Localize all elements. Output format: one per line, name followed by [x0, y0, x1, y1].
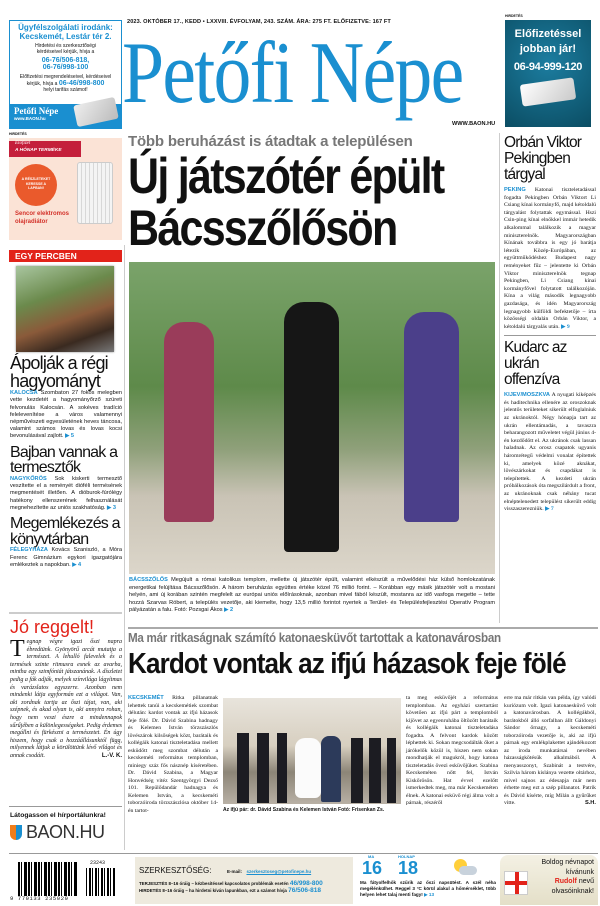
newspaper-icon	[520, 77, 577, 106]
news-item[interactable]	[504, 135, 596, 331]
author: L.-V. K.	[101, 752, 122, 759]
shield-icon	[10, 825, 22, 840]
caption-text: Megújult a római katolikus templom, mellette új játszótér épült, valamint elkészült a művelődési ház külső homlokzatának energetikai felújítása Bácsszőlősön. A három beruházás együttes értéke közel 76 millió forint. – Korábban egy másik játszótér volt a mostani helyén, ami új korában szintén megfelelt az európai uniós előírásoknak, azonban mivel fából készült, mostanra az idő vasfoga megette – tette hozzá Szarvas Róbert, a település vezetője, aki kiemelte, hogy 13,5 millió forintot nyertek a Terület- és Településfejlesztési Operatív Program pályázatán a falu. Fotó: Pozsgai Ákos	[129, 577, 495, 614]
news-text	[10, 390, 122, 440]
office-ad[interactable]	[9, 20, 122, 129]
newspaper-icon	[73, 97, 119, 127]
main-story[interactable]	[128, 133, 496, 254]
subscribe-ad[interactable]	[505, 20, 591, 127]
egy-percben-list	[10, 355, 122, 573]
ad-phone: 06-46/998-800	[58, 80, 105, 87]
section-header-egy-percben: EGY PERCBEN	[9, 250, 122, 262]
news-text	[10, 476, 122, 512]
nameday-name: Rudolf	[554, 878, 577, 885]
woman-figure	[404, 312, 459, 522]
news-item[interactable]	[10, 445, 122, 512]
article-column	[128, 695, 218, 815]
weather-text: Ma fátyolfelhők szűrik az őszi napsütést. A szél néha megélénkülhet. Reggel 3 °C körül alakul a hőmérséklet, több helyen lehet talaj menti fagy!	[360, 880, 496, 897]
page-ref[interactable]: ▶ 13	[424, 892, 435, 897]
editorial-box	[135, 857, 353, 904]
article-text: Ritka pillanatnak lehettek tanúi a kecskemétiek szombat délután: kardot vontak az ifjú házasok feje fölé. Dr. Dávid Szabina hadnagy és Kelemen István törzszászlós lövészárok kilsőségek közt, barátaik és kollégáik katonai tiszteletadása mellett esküdött meg szombat délután a kecskeméti református templomban, miniegy száz fős násznép kíséretében. Dr. Dávid Szabina, a Magyar Honvédség vitéz Szentgyörgyi Dezső 101. Repülődandár hadnagya és Kelemen István, a kecskeméti toborzóiroda törzszászlósa október 14-én tartot-	[128, 695, 218, 814]
right-column	[504, 135, 596, 514]
radiator-image	[77, 162, 113, 224]
ad-label: HIRDETÉS	[9, 132, 27, 136]
ad-text: Hirdetési és szerkesztőségi	[35, 43, 96, 49]
ad-web: www.BAON.hu	[14, 116, 46, 121]
page-ref[interactable]: ▶ 5	[65, 433, 75, 440]
ad-phone: 76/506-818	[288, 886, 321, 894]
ad-title: Ügyfélszolgálati irodánk:	[18, 23, 113, 32]
email-label: E-mail:	[227, 869, 243, 874]
news-title: Ápolják a régi hagyományt	[10, 353, 108, 391]
nameday-text: nevű	[578, 878, 594, 885]
ad-brand: Előfizet	[15, 141, 31, 146]
barcode-number: 23243	[90, 860, 106, 866]
today-label: MA	[368, 854, 375, 859]
page-ref[interactable]: ▶ 9	[561, 323, 570, 330]
product-ad[interactable]	[9, 138, 122, 240]
ad-product: Sencor elektromos olajradiátor	[15, 211, 70, 225]
location: NAGYKŐRÖS	[10, 476, 47, 483]
location: KIJEV/MOSZKVA	[504, 392, 551, 399]
news-title: Bajban vannak a termesztők	[10, 443, 118, 477]
location: KECSKEMÉT	[128, 695, 164, 701]
kicker: Ma már ritkaságnak számító katonaesküvőt tartottak a katonavárosban	[128, 631, 501, 645]
photo-caption	[129, 577, 495, 615]
ad-text: Előfizetéssel	[514, 28, 582, 40]
author: S.H.	[584, 800, 596, 806]
nameday-text: olvasóinknak!	[551, 887, 594, 895]
ad-text: helyi tarifás számot!	[43, 87, 88, 93]
page-ref[interactable]: ▶ 4	[72, 561, 82, 568]
soldiers	[351, 738, 396, 803]
news-item[interactable]	[10, 355, 122, 441]
ad-phone: 06-76/998-100	[42, 64, 89, 71]
drop-cap: T	[10, 636, 25, 662]
folk-parade-photo[interactable]	[16, 266, 114, 352]
column-title: Jó reggelt!	[10, 617, 95, 637]
soldiers	[237, 733, 287, 803]
playground-photo[interactable]	[129, 262, 495, 574]
location: KALOCSA	[10, 390, 38, 397]
news-title: Megemlékezés a könyvtárban	[10, 515, 120, 548]
news-text	[504, 392, 596, 514]
location: FÉLEGYHÁZA	[10, 547, 48, 554]
nameday-text: kívánunk	[565, 868, 594, 876]
barcode	[10, 862, 120, 900]
woman-figure	[164, 322, 214, 522]
news-text	[10, 547, 122, 569]
page-ref[interactable]: ▶ 3	[107, 504, 116, 511]
news-title: Kudarc az ukrán offenzíva	[504, 339, 567, 389]
ad-logo: Petőfi Népe	[14, 106, 59, 116]
distribution-phone: 46/998-800	[289, 880, 323, 887]
divider	[504, 335, 596, 336]
baon-promo[interactable]	[10, 812, 122, 843]
distribution-text: TERJESZTÉS 8–16 óráig – kézbesítéssel kapcsolatos problémák esetén	[139, 881, 289, 886]
news-item[interactable]	[10, 516, 122, 569]
page-ref[interactable]: ▶ 2	[224, 607, 234, 614]
baon-logo: BAON.HU	[26, 822, 105, 842]
priest-figure	[284, 302, 339, 552]
website[interactable]: WWW.BAON.HU	[452, 121, 496, 127]
ad-ribbon	[9, 141, 81, 157]
ad-phone: 06-94-999-120	[513, 61, 583, 73]
second-story[interactable]	[128, 631, 598, 680]
news-body: Katonai tiszteletadással fogadta Pekingben Orbán Viktort Li Csiang kínai kormányfő, majd kétoldalú tárgyalást folytattak egymással. Hszi Csin-ping kínai elnökkel immár hetedik alkalommal találkozik a magyar miniszterelnök. Magyarországban Kínának továbbra is egy jó barátja létezik Közép-Európában, az együttműködéshez Budapest nagy reményeket fűz – jelentette ki Orbán Viktor miniszterelnök tegnap Pekingben, Li Csiang kínai kormányfővel folytatott találkozóján. Kína a világ második legnagyobb gazdasága, és idén Magyarország legnagyobb külföldi befektetője – írta közösségi oldalán Orbán Viktor, a kétoldalú tárgyalás után.	[504, 187, 596, 330]
news-text	[504, 187, 596, 331]
column-text	[10, 636, 122, 761]
news-body: A nyugati kiképzés és haditechnika ellenére az oroszoknak jelentős területeket sikerült elfoglalniuk az ukránoktól. Négy hónapja tart az ukrán ellentámadás, a tavaszra beharangozott műveletet végül június 4-én kezdődött el. Az ukránok csak lassan haladnak. Az orosz csapatok ugyanis háromrétegű védelmi vonalat építettek ki, amelyek közé aknákat, lövészárkokat és csapdákat is telepítettek. A kezdeti ukrán próbálkozások óta megszilárdult a front, az ukránoknak csak néhány tucat elnéptelenedett települést sikerült eddig visszaszerezniük.	[504, 392, 596, 513]
email-link[interactable]: szerkesztoseg@petofinepe.hu	[246, 869, 312, 874]
news-body: Kovács Szaniszló, a Móra Ferenc Gimnázium egykori igazgatójára emlékeztek a napokban.	[10, 547, 122, 568]
location: PEKING	[504, 187, 526, 193]
headline: Új játszótér épült	[128, 148, 444, 204]
ad-text: kérjük, hívja a	[26, 81, 58, 87]
promo-text: Látogasson el hírportálunkra!	[10, 812, 106, 819]
ad-address: Kecskemét, Lestár tér 2.	[19, 32, 112, 41]
ad-title: A HÓNAP TERMÉKE	[15, 148, 62, 153]
sun-cloud-icon	[452, 859, 478, 877]
article-column: ta meg esküvőjét a református templomban. Az egyházi szertartást követően az ifjú párt a templomból kijövet az egyenruhába öltözött barátaik és kollégáik katonai tiszteletadása fogadta. A felvont kardok között léphettek ki. Sokan megcsodálták őket a járókelők közül is, hiszen nem sokan mondhatják el magukról, hogy katona tiszteletadás övezi esküvőjüket. Szabina Kecskeméten nőtt fel, István Kiskőrösön. Hat évvel ezelőtt ismerkedtek meg, ma már Kecskeméten élnek. A katonai esküvő régi álma volt a párnak, részéről	[406, 695, 498, 806]
editorial-title: SZERKESZTŐSÉG:	[139, 866, 212, 875]
photo-caption: Az ifjú pár: dr. Dávid Szabina és Kelemen István Fotó: Frisenkan Zs.	[223, 807, 385, 813]
kicker: Több beruházást is átadtak a településen	[128, 133, 413, 150]
wedding-photo[interactable]	[223, 698, 401, 804]
headline: Kardot vontak az ifjú házasok feje fölé	[128, 648, 566, 680]
logo[interactable]: Petőfi Népe	[122, 25, 463, 122]
barcode-number: 9 770133 235020	[10, 895, 69, 902]
article-column	[504, 695, 596, 808]
dateline: 2023. OKTÓBER 17., KEDD • LXXVIII. ÉVFOLYAM, 243. SZÁM. ÁRA: 275 FT. ELŐFIZETVE: 167 FT	[127, 19, 391, 25]
ad-footer	[10, 104, 121, 128]
headline: Bácsszőlősön	[128, 200, 397, 256]
gift-icon	[504, 871, 528, 895]
jo-reggelt-column	[10, 617, 122, 761]
ad-phone: 06-76/506-818,	[41, 57, 90, 64]
nameday-box	[500, 855, 598, 905]
news-body: Sok kiskerti termesztő veszítette el a reményét dióféli termésének megmentését illetően. A dióburok-fúrólégy hatékony ellenszerének felhasználását megnehezítette az uniós szakhatóság.	[10, 476, 122, 511]
ad-text: jobban jár!	[519, 43, 577, 55]
ad-text: HIRDETÉS 8–16 óráig – ha hirdetni kíván lapunkban, ezt a számot hívja	[139, 887, 287, 893]
tomorrow-temp: 18	[398, 858, 419, 878]
tomorrow-label: HOLNAP	[398, 854, 415, 859]
today-temp: 16	[362, 858, 383, 878]
news-item[interactable]	[504, 340, 596, 514]
ad-badge: A RÉSZLETEKET KERESSE A LAPBAN!	[15, 164, 57, 206]
article-text: erre ma már ritkán van példa, így valódi kuriózum volt. Igazi katonaesküvő volt a katonavárosban. A kollégákból, barátokból álló sorfalban állt Gáldonyi Sándor őrnagy, a kecskeméti toborzóiroda vezetője is, aki az ifjú párnak egy emlékplakettet ajándékozott az iroda munkatársai nevében házasságkötésük alkalmából. A menyasszonyt, Szabinát a testvére, Szilvia három kislánya vezette oltárhoz, mivel sajnos az édesapja már nem érhette meg ezt a szép pillanatot. Patrik és Dávid kísérte, míg Milán a gyűrűket vitte.	[504, 695, 596, 806]
ad-text: kérdéseivel kérjük, hívja a	[36, 49, 95, 55]
weather-box[interactable]	[360, 855, 498, 905]
news-title: Orbán Viktor Pekingben tárgyal	[504, 134, 582, 183]
nameday-text: Boldog névnapot	[541, 859, 594, 866]
column-body: egnap végre igazi őszi napra ébredtünk. Gyönyörű arcát mutatja a természet. A lehulló falevelek és a termések szinte ritmusra esnek az avarba, mintha egy szimfóniát játszanának. A díszletet pedig a fák adják, melyek színvilága lágyítmas és varázslatos egyszerre. Azonban nem mindenki látja egyformán ezt a világot. Van, aki zordnak tartja az őszi tájat, van, aki szépnek, és akad olyan is, aki annyira rohan, hogy nem veszi észre a mindennapok sűrűjében a különlegességeket. Pedig érdemes megállni és fürkészni a természetet. Én úgy hiszem, hogy csak a hozzáállásunktól függ, milyennek látjuk a körülöttünk lévő világot és annak csodáit.	[10, 639, 122, 759]
bride-figure	[295, 738, 321, 798]
groom-figure	[321, 736, 341, 802]
page-ref[interactable]: ▶ 7	[545, 506, 554, 513]
news-body: Szombaton 27 fokos melegben vette kezdetét a hagyományőrző szüreti felvonulás Kalocsán. A sokéves tradíció felelevenítése a város valamennyi népművészeti egyesületének heves táncosa, valamint számos lovas és lovas kocsi bevonulásával zajlott.	[10, 390, 122, 440]
ad-label: HIRDETÉS	[505, 14, 523, 18]
location: BÁCSSZŐLŐS	[129, 577, 168, 583]
ad-text: Előfizetési megrendeléseivel, kérdéseivel	[19, 74, 112, 80]
